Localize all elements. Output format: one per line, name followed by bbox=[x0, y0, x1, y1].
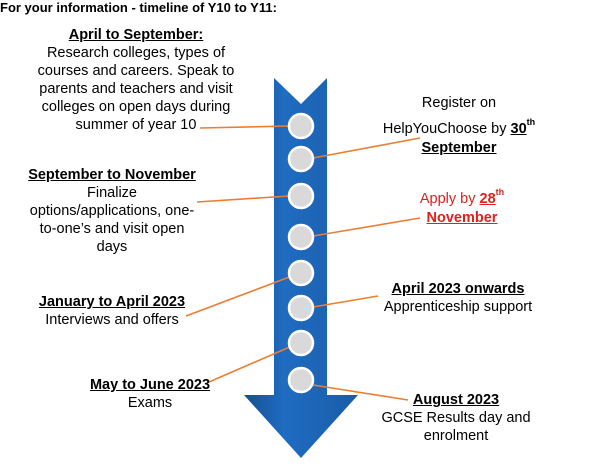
milestone-dot bbox=[289, 184, 313, 208]
event-body-line: Exams bbox=[127, 395, 173, 411]
event-register-helpyouchoose bbox=[364, 94, 554, 157]
event-heading: May to June 2023 bbox=[89, 377, 211, 393]
event-body-line: parents and teachers and visit bbox=[39, 81, 233, 97]
event-body-line: to-one’s and visit open bbox=[39, 221, 185, 237]
event-heading: September to November bbox=[28, 167, 196, 183]
event-date-number: 28 bbox=[479, 191, 496, 207]
event-body-line: Finalize bbox=[87, 185, 137, 201]
event-date-month: November bbox=[426, 210, 498, 226]
milestone-dot bbox=[289, 296, 313, 320]
event-september-november bbox=[6, 166, 218, 256]
event-date-suffix: th bbox=[495, 187, 505, 197]
event-body-line: enrolment bbox=[423, 428, 489, 444]
milestone-dot bbox=[289, 368, 313, 392]
event-heading: January to April 2023 bbox=[38, 294, 186, 310]
page-title: For your information - timeline of Y10 to Y11: bbox=[0, 0, 277, 15]
event-body-line: GCSE Results day and bbox=[381, 410, 531, 426]
milestone-dot bbox=[289, 147, 313, 171]
event-heading: August 2023 bbox=[412, 392, 500, 408]
event-body-line: Research colleges, types of bbox=[46, 45, 226, 61]
event-august-2023 bbox=[364, 391, 548, 445]
event-apply-by bbox=[392, 187, 532, 227]
event-date-month: September bbox=[421, 140, 497, 156]
event-body-line: Interviews and offers bbox=[45, 312, 179, 328]
milestone-dot bbox=[289, 225, 313, 249]
event-body-line: courses and careers. Speak to bbox=[37, 63, 235, 79]
event-april-september bbox=[14, 26, 258, 134]
event-text: HelpYouChoose by bbox=[382, 121, 511, 137]
event-body-line: colleges on open days during bbox=[41, 99, 231, 115]
event-body-line: days bbox=[96, 239, 128, 255]
event-body-line: summer of year 10 bbox=[75, 117, 197, 133]
event-body-line: Register on bbox=[421, 95, 497, 111]
event-april-2023-onwards bbox=[366, 280, 550, 316]
event-date-suffix: th bbox=[526, 117, 536, 127]
milestone-dot bbox=[289, 261, 313, 285]
event-may-june bbox=[70, 376, 230, 412]
event-date-number: 30 bbox=[510, 121, 527, 137]
event-january-april bbox=[22, 293, 202, 329]
event-heading: April 2023 onwards bbox=[391, 281, 525, 297]
event-text: Apply by bbox=[419, 191, 480, 207]
milestone-dot bbox=[289, 331, 313, 355]
event-body-line bbox=[364, 117, 554, 139]
event-body-line: options/applications, one- bbox=[29, 203, 195, 219]
event-body-line: Apprenticeship support bbox=[383, 299, 533, 315]
event-heading: April to September: bbox=[68, 27, 204, 43]
milestone-dot bbox=[289, 114, 313, 138]
